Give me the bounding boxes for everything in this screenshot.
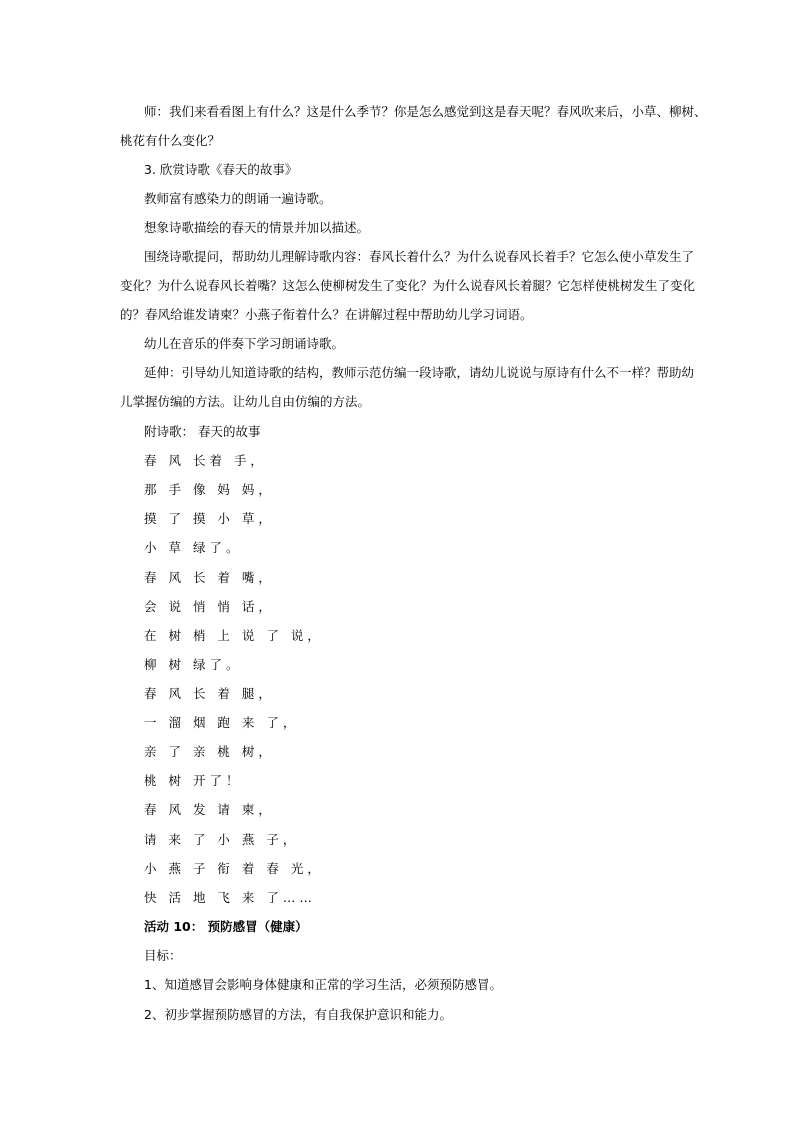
poem-line: 春 风 长着 手， — [144, 453, 267, 468]
goal-item: 1、知道感冒会影响身体健康和正常的学习生活，必须预防感冒。 — [144, 977, 502, 992]
paragraph-imagine: 想象诗歌描绘的春天的情景并加以描述。 — [144, 220, 370, 235]
poem-line: 会 说 悄 悄 话， — [144, 599, 275, 614]
poem-line: 春 风 长 着 腿， — [144, 686, 275, 701]
poem-line: 快 活 地 飞 来 了…… — [144, 890, 316, 905]
paragraph-recite: 教师富有感染力的朗诵一遍诗歌。 — [144, 191, 332, 206]
section-heading-poem: 3. 欣赏诗歌《春天的故事》 — [144, 162, 298, 177]
poem-line: 那 手 像 妈 妈， — [144, 482, 275, 497]
paragraph-extension-cont: 儿掌握仿编的方法。让幼儿自由仿编的方法。 — [120, 394, 371, 409]
paragraph-music: 幼儿在音乐的伴奏下学习朗诵诗歌。 — [144, 336, 345, 351]
paragraph-extension: 延伸：引导幼儿知道诗歌的结构，教师示范仿编一段诗歌，请幼儿说说与原诗有什么不一样？帮助幼 — [144, 365, 695, 380]
paragraph-teacher-question: 师：我们来看看图上有什么？这是什么季节？你是怎么感觉到这是春天呢？春风吹来后，小草、柳树、 — [144, 104, 707, 119]
goal-label: 目标： — [144, 948, 182, 963]
poem-line: 柳 树 绿了。 — [144, 657, 243, 672]
poem-line: 春 风 发 请 柬， — [144, 802, 275, 817]
goal-item: 2、初步掌握预防感冒的方法，有自我保护意识和能力。 — [144, 1007, 452, 1022]
poem-line: 小 草 绿了。 — [144, 540, 243, 555]
paragraph-teacher-question-cont: 桃花有什么变化？ — [120, 133, 221, 148]
paragraph-questions-cont: 变化？为什么说春风长着嘴？这怎么使柳树发生了变化？为什么说春风长着腿？它怎样使桃树发生了变化 — [120, 278, 696, 293]
poem-line: 桃 树 开了！ — [144, 773, 243, 788]
poem-line: 亲 了 亲 桃 树， — [144, 744, 275, 759]
poem-line: 在 树 梢 上 说 了 说， — [144, 628, 324, 643]
poem-line: 一 溜 烟 跑 来 了， — [144, 715, 300, 730]
poem-line: 摸 了 摸 小 草， — [144, 511, 275, 526]
poem-line: 春 风 长 着 嘴， — [144, 570, 275, 585]
poem-title: 附诗歌： 春天的故事 — [144, 424, 261, 439]
activity-heading: 活动 10： 预防感冒（健康） — [144, 919, 308, 934]
paragraph-questions: 围绕诗歌提问，帮助幼儿理解诗歌内容：春风长着什么？为什么说春风长着手？它怎么使小草发生了 — [144, 249, 695, 264]
paragraph-questions-end: 的？春风给谁发请柬？小燕子衔着什么？在讲解过程中帮助幼儿学习词语。 — [120, 307, 533, 322]
poem-line: 小 燕 子 衔 着 春 光， — [144, 861, 324, 876]
poem-line: 请 来 了 小 燕 子， — [144, 832, 300, 847]
